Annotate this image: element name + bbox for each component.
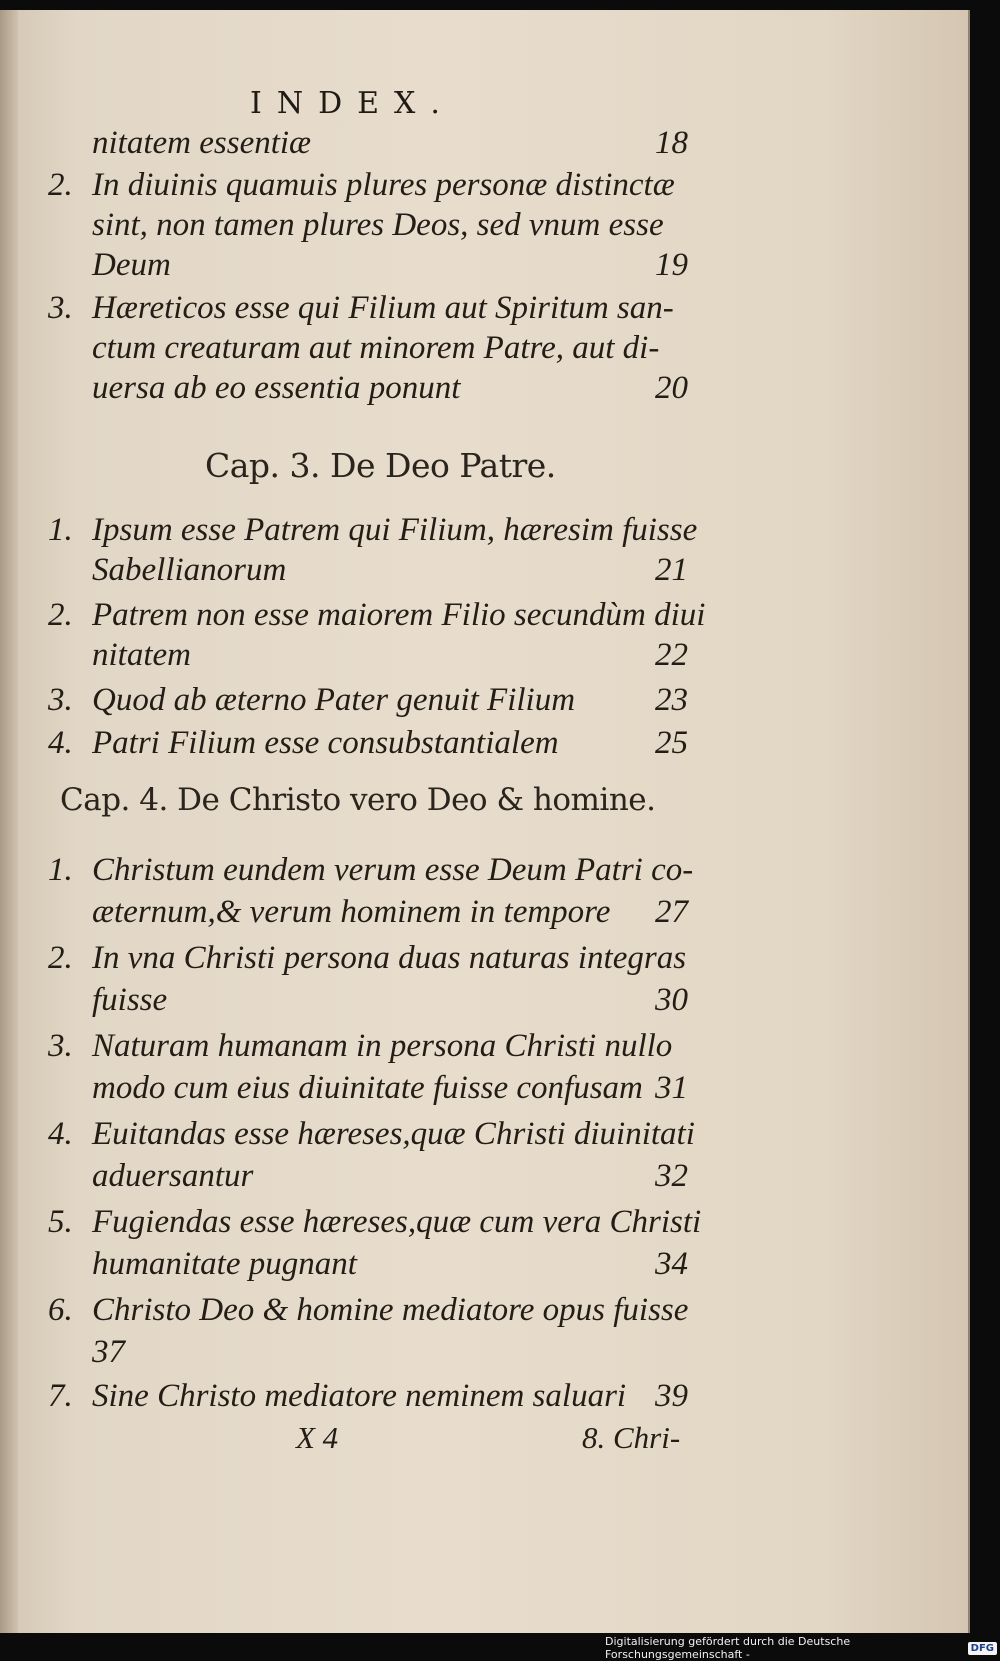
index-entry: 2. In diuinis quamuis plures personæ distinctæ bbox=[48, 167, 675, 203]
digitization-footer bbox=[605, 1635, 997, 1661]
index-entry-line: 37 bbox=[92, 1334, 125, 1370]
index-entry: 1. Christum eundem verum esse Deum Patri co- bbox=[48, 852, 694, 888]
index-entry-line: Deum 19 bbox=[92, 247, 688, 283]
index-entry-line: sint, non tamen plures Deos, sed vnum esse bbox=[92, 207, 664, 243]
index-entry: 3. Naturam humanam in persona Christi nullo bbox=[48, 1028, 673, 1064]
index-entry: 2. Patrem non esse maiorem Filio secundùm diui bbox=[48, 597, 706, 633]
index-entry: 1. Ipsum esse Patrem qui Filium, hæresim fuisse bbox=[48, 512, 698, 548]
index-entry-line: æternum,& verum hominem in tempore 27 bbox=[92, 894, 688, 930]
index-entry-line: uersa ab eo essentia ponunt 20 bbox=[92, 370, 688, 406]
chapter-heading: Cap. 4. De Christo vero Deo & homine. bbox=[60, 782, 656, 818]
index-entry: 4. Euitandas esse hæreses,quæ Christi diuinitati bbox=[48, 1116, 695, 1152]
running-header: INDEX. bbox=[250, 86, 455, 121]
index-entry-line: humanitate pugnant 34 bbox=[92, 1246, 688, 1282]
chapter-heading: Cap. 3. De Deo Patre. bbox=[205, 446, 556, 485]
index-entry-line: fuisse 30 bbox=[92, 982, 688, 1018]
index-entry-line: modo cum eius diuinitate fuisse confusam 31 bbox=[92, 1070, 688, 1106]
index-entry: 7. Sine Christo mediatore neminem saluari 39 bbox=[48, 1378, 688, 1414]
index-entry-line: aduersantur 32 bbox=[92, 1158, 688, 1194]
index-entry-line: nitatem 22 bbox=[92, 637, 688, 673]
index-entry: 3. Hæreticos esse qui Filium aut Spiritum san- bbox=[48, 290, 674, 326]
catchword: 8. Chri- bbox=[582, 1420, 681, 1455]
index-entry: 4. Patri Filium esse consubstantialem 25 bbox=[48, 725, 688, 761]
index-entry-continuation: nitatem essentiæ 18 bbox=[92, 125, 688, 161]
index-entry: 2. In vna Christi persona duas naturas integras bbox=[48, 940, 687, 976]
footer-text: Digitalisierung gefördert durch die Deutsche Forschungsgemeinschaft - bbox=[605, 1635, 851, 1661]
index-entry-line: ctum creaturam aut minorem Patre, aut di- bbox=[92, 330, 660, 366]
index-entry: 6. Christo Deo & homine mediatore opus fuisse bbox=[48, 1292, 689, 1328]
index-entry-line: Sabellianorum 21 bbox=[92, 552, 688, 588]
index-entry: 5. Fugiendas esse hæreses,quæ cum vera Christi bbox=[48, 1204, 702, 1240]
signature-mark: X 4 bbox=[296, 1420, 339, 1455]
dfg-logo-icon: DFG bbox=[968, 1642, 997, 1655]
book-page bbox=[0, 10, 970, 1633]
index-entry: 3. Quod ab æterno Pater genuit Filium 23 bbox=[48, 682, 688, 718]
